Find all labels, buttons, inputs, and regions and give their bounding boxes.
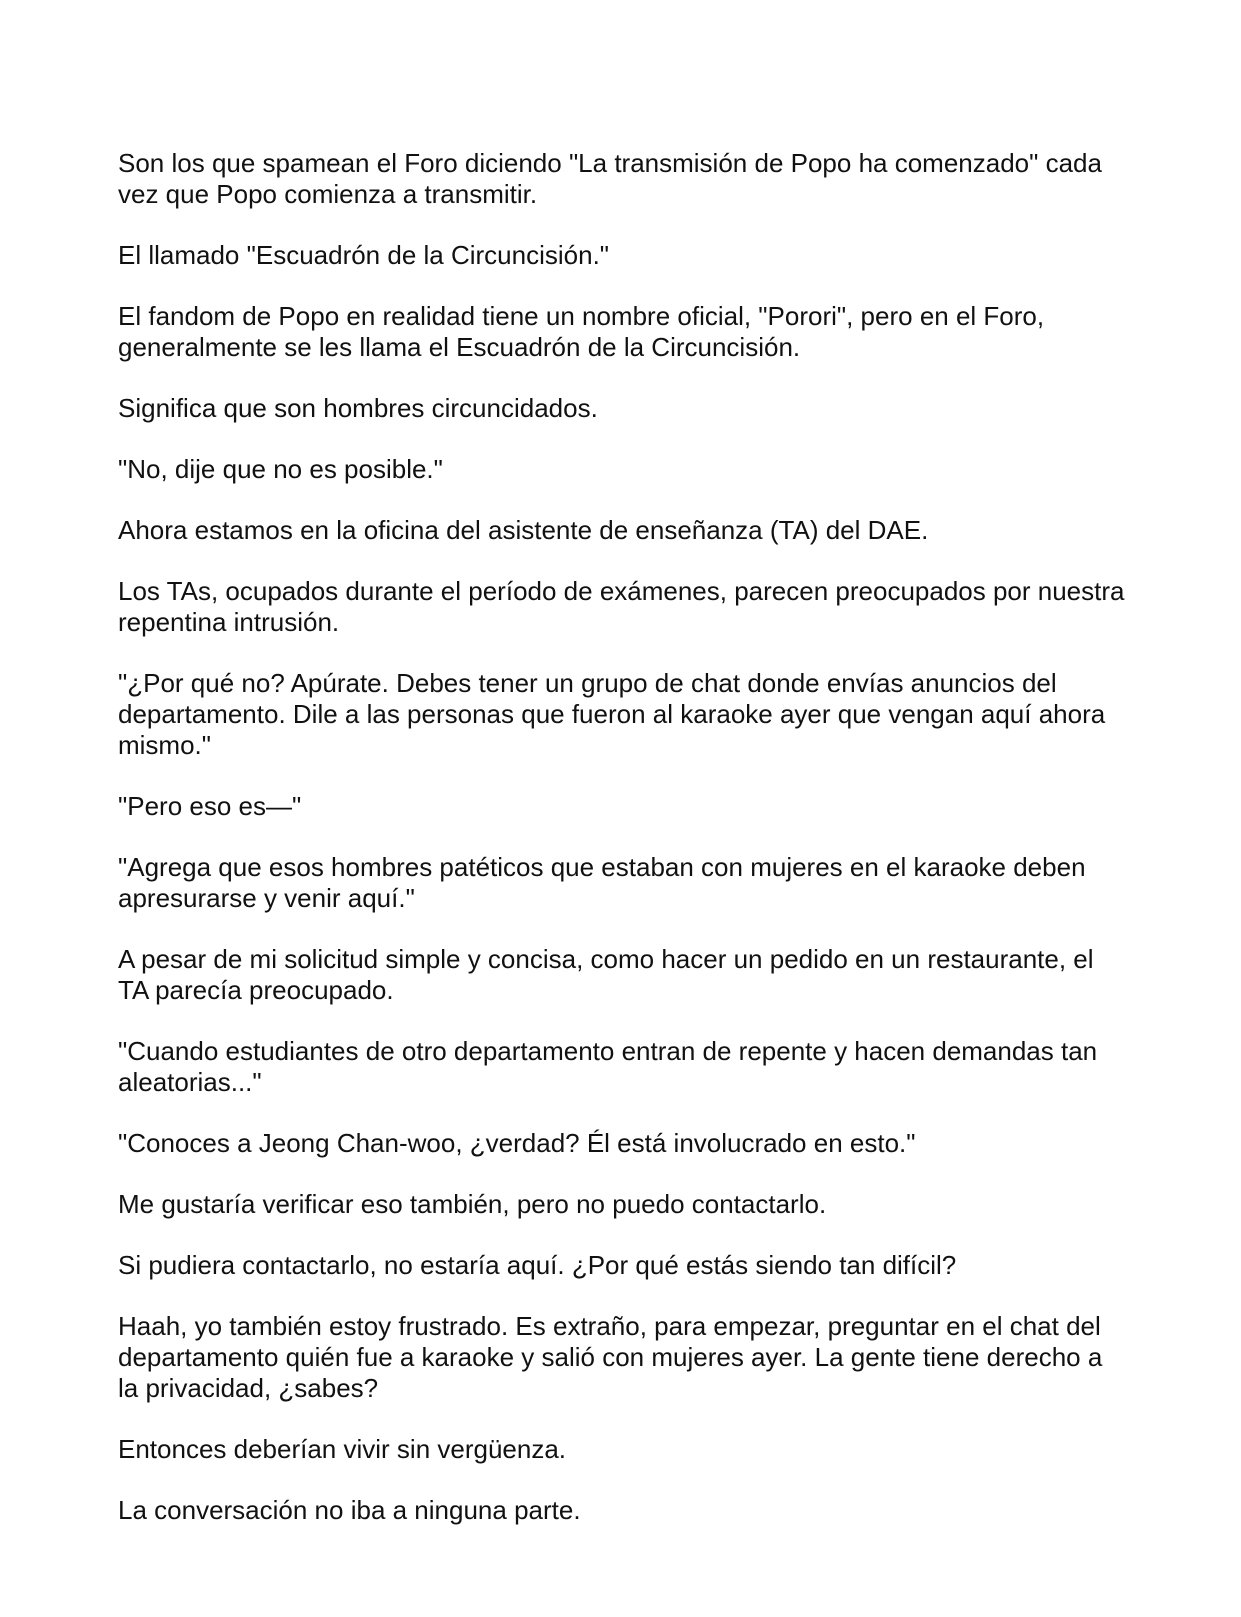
paragraph: Entonces deberían vivir sin vergüenza.: [118, 1434, 567, 1464]
paragraph: Si pudiera contactarlo, no estaría aquí. ¿Por qué estás siendo tan difícil?: [118, 1250, 957, 1280]
document-body: [118, 148, 1128, 1556]
paragraph: "Cuando estudiantes de otro departamento entran de repente y hacen demandas tan aleatorias...": [118, 1036, 1098, 1097]
paragraph: A pesar de mi solicitud simple y concisa, como hacer un pedido en un restaurante, el TA parecía preocupado.: [118, 944, 1094, 1005]
paragraph: Son los que spamean el Foro diciendo "La transmisión de Popo ha comenzado" cada vez que Popo comienza a transmitir.: [118, 148, 1102, 209]
paragraph: "Agrega que esos hombres patéticos que estaban con mujeres en el karaoke deben apresurarse y venir aquí.": [118, 852, 1086, 913]
paragraph: El fandom de Popo en realidad tiene un nombre oficial, "Porori", pero en el Foro, generalmente se les llama el Escuadrón de la Circuncisión.: [118, 301, 1045, 362]
paragraph: Los TAs, ocupados durante el período de exámenes, parecen preocupados por nuestra repentina intrusión.: [118, 576, 1125, 637]
paragraph: "¿Por qué no? Apúrate. Debes tener un grupo de chat donde envías anuncios del departamento. Dile a las personas que fueron al karaoke ayer que vengan aquí ahora mismo.": [118, 668, 1106, 760]
paragraph: Me gustaría verificar eso también, pero no puedo contactarlo.: [118, 1189, 827, 1219]
paragraph: "Conoces a Jeong Chan-woo, ¿verdad? Él está involucrado en esto.": [118, 1128, 916, 1158]
paragraph: "Pero eso es—": [118, 791, 302, 821]
paragraph: El llamado "Escuadrón de la Circuncisión.": [118, 240, 610, 270]
paragraph: "No, dije que no es posible.": [118, 454, 443, 484]
paragraph: Haah, yo también estoy frustrado. Es extraño, para empezar, preguntar en el chat del departamento quién fue a karaoke y salió con mujeres ayer. La gente tiene derecho a la privacidad, ¿sabes?: [118, 1311, 1103, 1403]
paragraph: La conversación no iba a ninguna parte.: [118, 1495, 581, 1525]
paragraph: Ahora estamos en la oficina del asistente de enseñanza (TA) del DAE.: [118, 515, 929, 545]
paragraph: Significa que son hombres circuncidados.: [118, 393, 598, 423]
